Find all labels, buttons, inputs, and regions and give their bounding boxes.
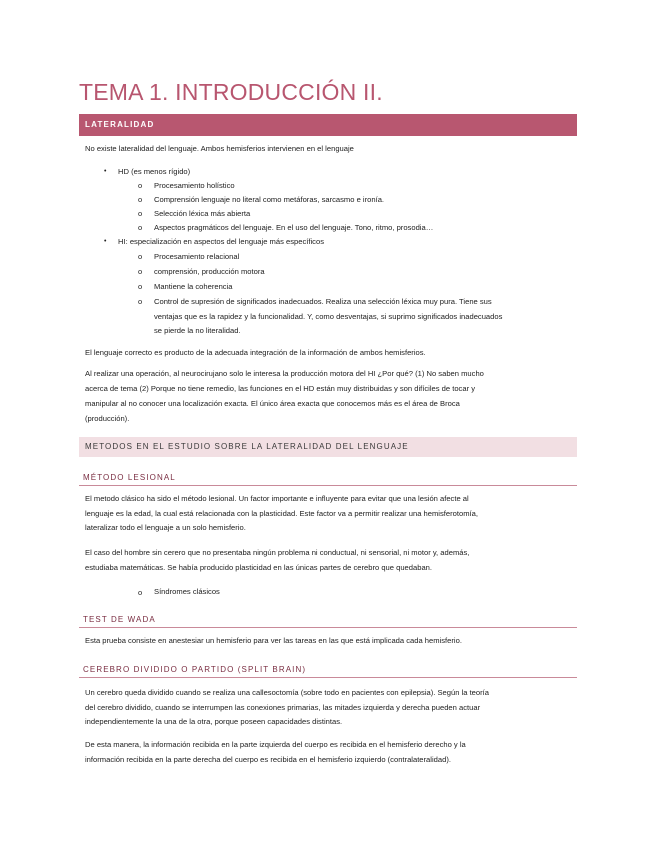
subsection-heading-split-brain: CEREBRO DIVIDIDO O PARTIDO (SPLIT BRAIN)	[79, 664, 577, 678]
section-heading-metodos: METODOS EN EL ESTUDIO SOBRE LA LATERALIDAD DEL LENGUAJE	[79, 437, 577, 457]
circle-bullet-icon: o	[138, 209, 143, 218]
bullet-icon: •	[104, 168, 107, 175]
page-title: TEMA 1. INTRODUCCIÓN II.	[79, 79, 383, 105]
paragraph: Esta prueba consiste en anestesiar un hemisferio para ver las tareas en las que está implicada cada hemisferio.	[85, 636, 462, 645]
list-item-line: ventajas que es la rapidez y la funcionalidad. Y, como desventajas, si suprimo significados inadecuados	[154, 312, 503, 321]
paragraph-line: acerca de tema (2) Porque no tiene remedio, las funciones en el HD están muy distribuidas y son difíciles de tocar y	[85, 384, 476, 393]
intro-paragraph: No existe lateralidad del lenguaje. Ambos hemisferios intervienen en el lenguaje	[85, 144, 354, 153]
paragraph-line: estudiaba matemáticas. Se había producido plasticidad en las únicas partes de cerebro que quedaban.	[85, 563, 433, 572]
paragraph-line: Un cerebro queda dividido cuando se realiza una callesoctomía (sobre todo en pacientes con epilepsia). Según la teoría	[85, 688, 489, 697]
circle-bullet-icon: o	[138, 267, 143, 276]
bullet-hi: HI: especialización en aspectos del lenguaje más específicos	[118, 237, 324, 246]
list-item: Procesamiento relacional	[154, 252, 240, 261]
circle-bullet-icon: o	[138, 181, 143, 190]
list-item: Mantiene la coherencia	[154, 282, 233, 291]
circle-bullet-icon: o	[138, 223, 143, 232]
bullet-icon: •	[104, 238, 107, 245]
paragraph-line: información recibida en la parte derecha del cuerpo es recibida en el hemisferio izquierdo (contralateralidad).	[85, 755, 451, 764]
list-item-line: se pierde la no literalidad.	[154, 326, 241, 335]
circle-bullet-icon: o	[138, 282, 143, 291]
circle-bullet-icon: o	[138, 252, 143, 261]
paragraph-line: Al realizar una operación, al neurocirujano solo le interesa la producción motora del HI ¿Por qué? (1) No saben mucho	[85, 369, 484, 378]
paragraph-line: lateralizar todo el lenguaje a un solo hemisferio.	[85, 523, 246, 532]
circle-bullet-icon: o	[138, 297, 143, 306]
paragraph-line: De esta manera, la información recibida en la parte izquierda del cuerpo es recibida en el hemisferio derecho y la	[85, 740, 466, 749]
paragraph-line: lenguaje es la edad, la cual está relacionada con la plasticidad. Este factor va a permitir realizar una hemisferotomía,	[85, 509, 478, 518]
list-item: Aspectos pragmáticos del lenguaje. En el uso del lenguaje. Tono, ritmo, prosodia…	[154, 223, 434, 232]
paragraph-line: del cerebro dividido, cuando se interrumpen las conexiones primarias, las mitades izquierda y derecha pueden actuar	[85, 703, 481, 712]
list-item: Procesamiento holístico	[154, 181, 235, 190]
paragraph: El lenguaje correcto es producto de la adecuada integración de la información de ambos hemisferios.	[85, 348, 426, 357]
list-item-line: Control de supresión de significados inadecuados. Realiza una selección léxica muy pura. Tiene sus	[154, 297, 492, 306]
list-item: Comprensión lenguaje no literal como metáforas, sarcasmo e ironía.	[154, 195, 385, 204]
section-heading-lateralidad: LATERALIDAD	[79, 114, 577, 136]
bullet-hd: HD (es menos rígido)	[118, 167, 191, 176]
subsection-heading-wada: TEST DE WADA	[79, 614, 577, 628]
circle-bullet-icon: o	[138, 195, 143, 204]
subsection-heading-lesional: MÉTODO LESIONAL	[79, 472, 577, 486]
paragraph-line: El metodo clásico ha sido el método lesional. Un factor importante e influyente para evitar que una lesión afecte al	[85, 494, 469, 503]
list-item: comprensión, producción motora	[154, 267, 265, 276]
paragraph-line: El caso del hombre sin cerero que no presentaba ningún problema ni conductual, ni sensorial, ni motor y, además,	[85, 548, 470, 557]
list-item: Síndromes clásicos	[154, 587, 220, 596]
paragraph-line: (producción).	[85, 414, 130, 423]
list-item: Selección léxica más abierta	[154, 209, 251, 218]
circle-bullet-icon: o	[138, 588, 143, 597]
paragraph-line: manipular al no conocer una localización exacta. El único área exacta que conocemos más es el área de Broca	[85, 399, 460, 408]
paragraph-line: independientemente la una de la otra, porque poseen capacidades distintas.	[85, 717, 343, 726]
